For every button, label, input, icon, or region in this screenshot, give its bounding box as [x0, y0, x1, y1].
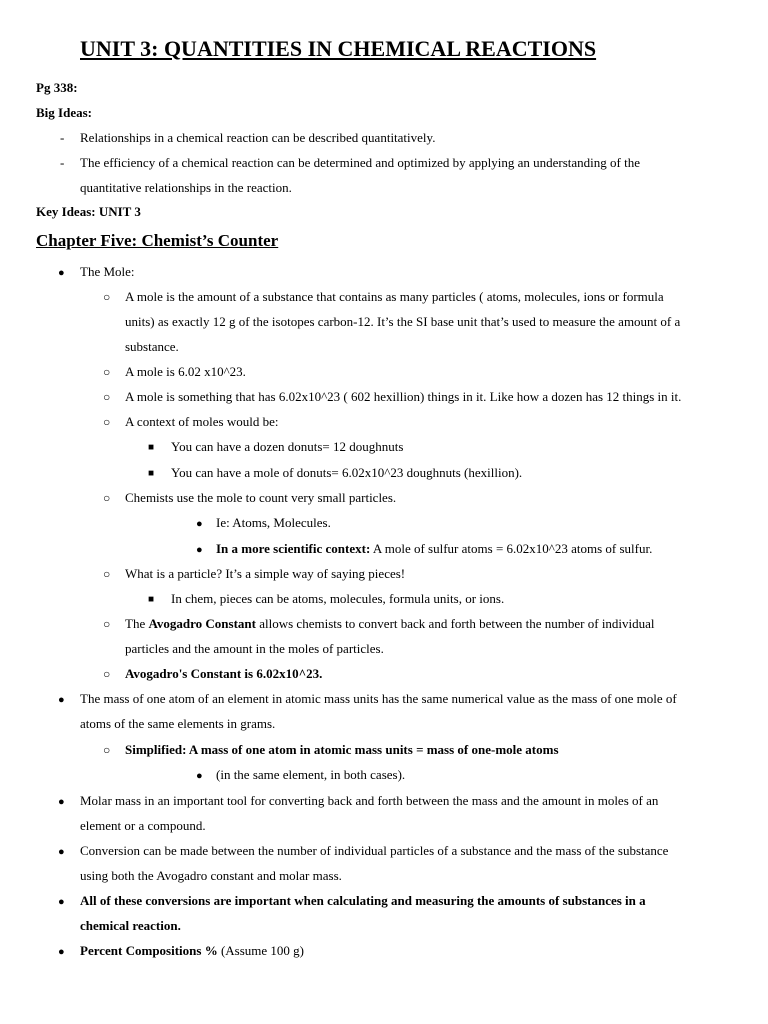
disc-bullet: ● [196, 518, 203, 530]
dash-bullet: - [60, 130, 65, 145]
item-avogadro-constant [125, 616, 655, 632]
square-bullet: ■ [148, 468, 155, 479]
disc-bullet: ● [196, 544, 203, 556]
item-mass-one-atom-cont: atoms of the same elements in grams. [80, 716, 276, 731]
avogadro-constant-term: Avogadro Constant [148, 616, 256, 631]
avogadro-post: allows chemists to convert back and forth between the number of individual [255, 616, 655, 631]
item-all-conversions: All of these conversions are important when calculating and measuring the amounts of substances in a [80, 893, 646, 908]
item-same-element: (in the same element, in both cases). [216, 767, 406, 782]
avogadro-pre: The [125, 616, 149, 631]
item-particle: What is a particle? It’s a simple way of saying pieces! [125, 566, 406, 581]
item-chemists-use: Chemists use the mole to count very small particles. [125, 490, 397, 505]
item-scientific-context [216, 541, 652, 557]
dash-bullet: - [60, 155, 65, 170]
circle-bullet: ○ [103, 290, 111, 304]
item-avogadro-value: Avogadro's Constant is 6.02x10^23. [125, 666, 323, 681]
circle-bullet: ○ [103, 667, 111, 681]
disc-bullet: ● [58, 694, 65, 706]
item-context: A context of moles would be: [125, 414, 279, 429]
item-percent-compositions [80, 943, 304, 959]
item-simplified: Simplified: A mass of one atom in atomic mass units = mass of one-mole atoms [125, 742, 559, 757]
percent-compositions-note: (Assume 100 g) [217, 943, 304, 958]
item-ie: Ie: Atoms, Molecules. [216, 515, 331, 530]
square-bullet: ■ [148, 442, 155, 453]
disc-bullet: ● [58, 946, 65, 958]
chapter-heading: Chapter Five: Chemist’s Counter [36, 231, 279, 250]
page-title: UNIT 3: QUANTITIES IN CHEMICAL REACTIONS [80, 36, 597, 61]
circle-bullet: ○ [103, 390, 111, 404]
item-all-conversions-cont: chemical reaction. [80, 918, 181, 933]
disc-bullet: ● [58, 267, 65, 279]
item-mass-one-atom: The mass of one atom of an element in atomic mass units has the same numerical value as the mass of one mole of [80, 691, 677, 706]
disc-bullet: ● [58, 796, 65, 808]
item-mole-definition-cont: units) as exactly 12 g of the isotopes carbon-12. It’s the SI base unit that’s used to measure the amount of a [125, 314, 681, 329]
page-reference: Pg 338: [36, 80, 78, 95]
item-conversion: Conversion can be made between the number of individual particles of a substance and the mass of the substance [80, 843, 669, 858]
big-ideas-heading: Big Ideas: [36, 105, 92, 120]
circle-bullet: ○ [103, 415, 111, 429]
item-mole-definition-end: substance. [125, 339, 179, 354]
disc-bullet: ● [58, 846, 65, 858]
big-idea-2-cont: quantitative relationships in the reaction. [80, 180, 292, 195]
percent-compositions-label: Percent Compositions % [80, 943, 218, 958]
circle-bullet: ○ [103, 567, 111, 581]
scientific-context-label: In a more scientific context: [216, 541, 371, 556]
circle-bullet: ○ [103, 743, 111, 757]
item-molar-mass-cont: element or a compound. [80, 818, 206, 833]
item-mole-is: A mole is 6.02 x10^23. [125, 364, 246, 379]
item-dozen-donuts: You can have a dozen donuts= 12 doughnuts [171, 439, 404, 454]
circle-bullet: ○ [103, 617, 111, 631]
square-bullet: ■ [148, 594, 155, 605]
item-mole-something: A mole is something that has 6.02x10^23 ( 602 hexillion) things in it. Like how a dozen has 12 things in it. [125, 389, 682, 404]
item-mole-donuts: You can have a mole of donuts= 6.02x10^23 doughnuts (hexillion). [171, 465, 523, 480]
item-the-mole: The Mole: [80, 264, 135, 279]
item-avogadro-cont: particles and the amount in the moles of particles. [125, 641, 384, 656]
item-conversion-cont: using both the Avogadro constant and molar mass. [80, 868, 342, 883]
disc-bullet: ● [58, 896, 65, 908]
item-molar-mass: Molar mass in an important tool for converting back and forth between the mass and the amount in moles of an [80, 793, 659, 808]
item-in-chem: In chem, pieces can be atoms, molecules, formula units, or ions. [171, 591, 505, 606]
disc-bullet: ● [196, 770, 203, 782]
big-idea-2: The efficiency of a chemical reaction can be determined and optimized by applying an understanding of the [80, 155, 640, 170]
big-idea-1: Relationships in a chemical reaction can be described quantitatively. [80, 130, 436, 145]
circle-bullet: ○ [103, 365, 111, 379]
scientific-context-text: A mole of sulfur atoms = 6.02x10^23 atoms of sulfur. [370, 541, 653, 556]
key-ideas-heading: Key Ideas: UNIT 3 [36, 204, 141, 219]
item-mole-definition: A mole is the amount of a substance that contains as many particles ( atoms, molecules, ions or formula [125, 289, 664, 304]
circle-bullet: ○ [103, 491, 111, 505]
